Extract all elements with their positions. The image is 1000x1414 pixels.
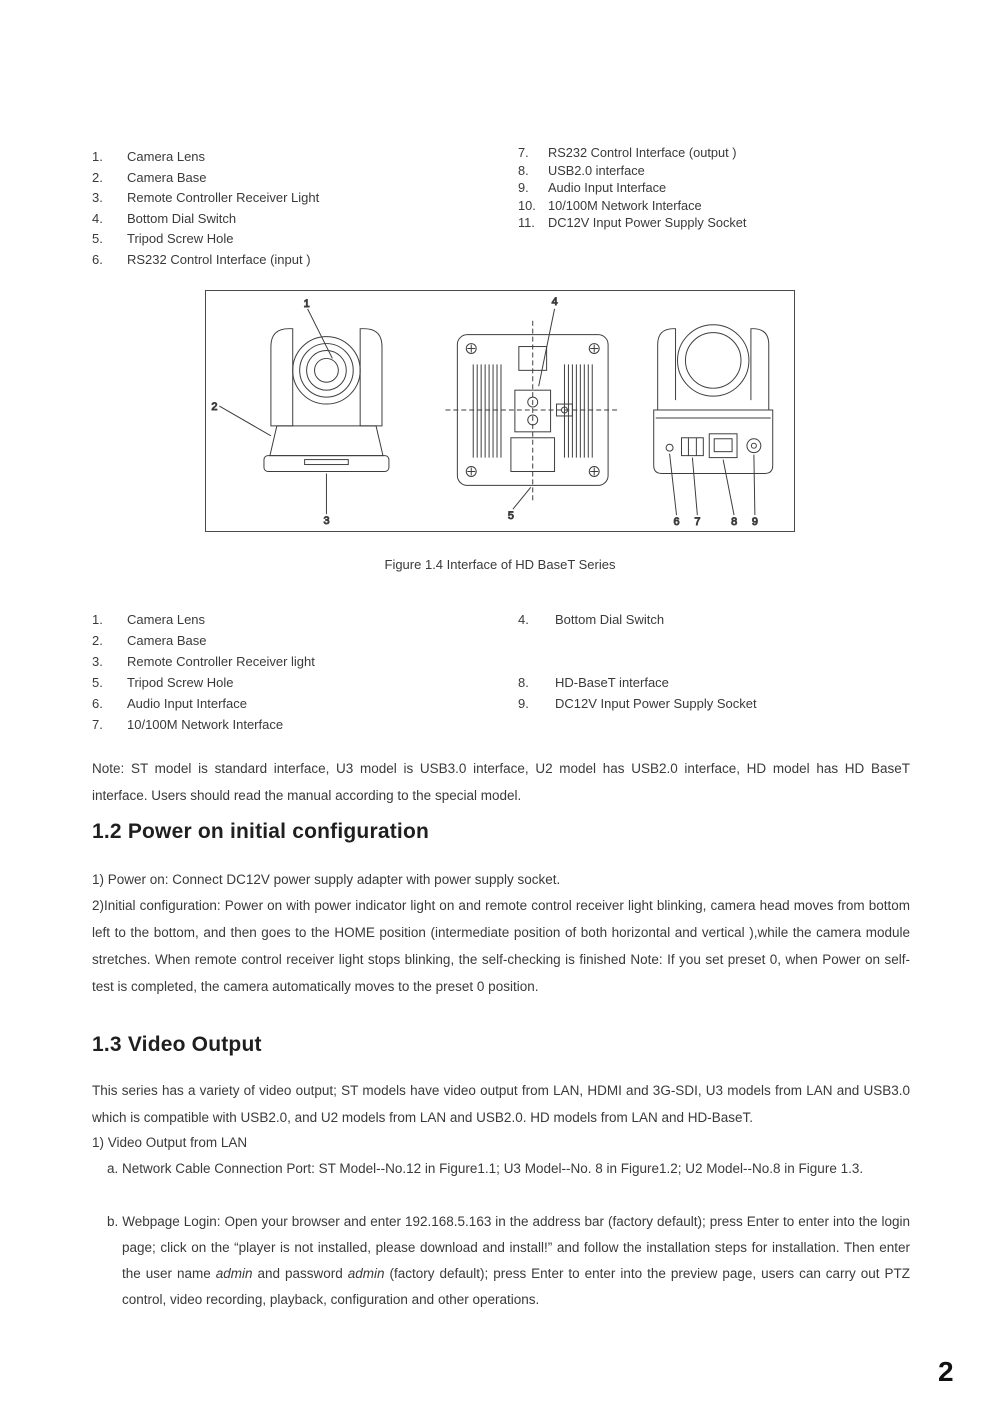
list-item [518, 214, 746, 232]
list-item-number: 9. [518, 696, 529, 711]
list-item [518, 162, 746, 180]
list-item-number: 3. [92, 654, 103, 669]
list-item-number: 1. [92, 612, 103, 627]
callout-line-5 [513, 487, 531, 509]
interface-list-hdbaset [92, 609, 757, 735]
list-item-label: DC12V Input Power Supply Socket [548, 215, 747, 230]
vent-slats-left [473, 364, 501, 457]
list-item-label: 10/100M Network Interface [548, 197, 702, 213]
list-item-number: 8. [518, 162, 529, 178]
list-item-label: Bottom Dial Switch [127, 210, 237, 226]
list-item-label [555, 651, 757, 672]
list-row [92, 693, 757, 714]
callout-line-2 [219, 406, 271, 436]
callout-line-6 [670, 454, 677, 515]
list-item-label: Bottom Dial Switch [555, 612, 665, 627]
list-item-label: HD-BaseT interface [555, 675, 669, 690]
list-item-number: 11. [518, 215, 535, 230]
list-item-number [518, 714, 555, 735]
list-item-number: 5. [92, 675, 103, 690]
list-item-number: 7. [518, 145, 529, 160]
callout-line-4 [539, 309, 555, 386]
list-item-label: RS232 Control Interface (output ) [548, 145, 737, 160]
list-row [92, 672, 757, 693]
list-item-number [518, 651, 555, 672]
list-item-label: DC12V Input Power Supply Socket [555, 696, 757, 711]
callout-3: 3 [323, 515, 330, 528]
model-note: Note: ST model is standard interface, U3 model is USB3.0 interface, U2 model has USB2.0 interface, HD model has HD BaseT interface. Users should read the manual according to the special model. [92, 761, 910, 803]
page-number: 2 [938, 1356, 954, 1387]
list-item-label: Camera Base [127, 633, 207, 648]
video-output-lan-item: 1) Video Output from LAN [92, 1135, 248, 1150]
list-item-label: Camera Lens [127, 149, 206, 164]
callout-line-7 [692, 458, 697, 516]
section-1-3-heading: 1.3 Video Output [92, 1033, 262, 1056]
video-output-intro: This series has a variety of video output; ST models have video output from LAN, HDMI and 3G-SDI, U3 models from LAN and USB3.0 which is compatible with USB2.0, and U2 models from LAN and USB2.0. HD models from LAN and HD-BaseT. [92, 1083, 910, 1125]
list-item-label: Tripod Screw Hole [127, 675, 234, 690]
list-item-label: Tripod Screw Hole [127, 231, 234, 246]
list-item-label: Audio Input Interface [127, 696, 247, 711]
list-item-number: 9. [518, 180, 529, 195]
list-item-label [555, 630, 757, 651]
list-item-number [518, 630, 555, 651]
callout-2: 2 [211, 401, 218, 414]
list-item-number: 3. [92, 190, 103, 205]
list-item-label: Audio Input Interface [548, 180, 667, 195]
camera-front-view [211, 298, 389, 527]
initial-configuration-paragraph: 2)Initial configuration: Power on with power indicator light on and remote control receiver light blinking, camera head moves from bottom left to the bottom, and then goes to the HOME position (intermediate position of both horizontal and vertical ),while the camera module stretches. When remote control receiver light stops blinking, the self-checking is finished Note: If you set preset 0, when Power on self-test is completed, the camera automatically moves to the preset 0 position. [92, 898, 910, 994]
callout-8: 8 [731, 516, 738, 529]
interface-list-left [92, 147, 319, 270]
list-item-number: 6. [92, 251, 103, 267]
list-item [92, 229, 319, 250]
list-item-label: Camera Base [127, 169, 207, 185]
list-item [92, 209, 319, 230]
list-row [92, 714, 757, 735]
list-item-label: Camera Lens [127, 612, 206, 627]
callout-6: 6 [673, 516, 680, 529]
list-item-label: Remote Controller Receiver Light [127, 190, 320, 205]
vent-slats-right [564, 364, 592, 457]
camera-diagrams-svg [206, 291, 794, 531]
list-item-label [555, 714, 757, 735]
list-item-number: 4. [92, 210, 103, 226]
callout-line-1 [308, 309, 333, 359]
camera-rear-panel-view [445, 296, 620, 522]
list-item-number: 4. [518, 612, 529, 627]
list-item [92, 250, 319, 271]
callout-9: 9 [751, 516, 758, 529]
list-item-number: 7. [92, 717, 103, 732]
list-item-label: 10/100M Network Interface [127, 717, 284, 732]
webpage-login-item: b. Webpage Login: Open your browser and enter 192.168.5.163 in the address bar (factory default); press Enter to enter into the login page; click on the “player is not installed, please download and install!” and follow the installation steps for installation. Then enter the user name admin and password admin (factory default); press Enter to enter into the preview page, users can carry out PTZ control, video recording, playback, configuration and other operations. [107, 1214, 911, 1307]
list-item-number: 10. [518, 197, 536, 213]
list-item-label: USB2.0 interface [548, 162, 645, 178]
callout-5: 5 [507, 510, 514, 523]
list-item-number: 6. [92, 696, 103, 711]
section-1-2-heading: 1.2 Power on initial configuration [92, 820, 429, 843]
list-item-number: 5. [92, 231, 103, 246]
list-item-label: RS232 Control Interface (input ) [127, 251, 311, 267]
callout-line-9 [754, 455, 755, 515]
figure-hd-baset-interface [205, 290, 795, 532]
list-item-number: 2. [92, 633, 103, 648]
callout-line-8 [723, 460, 734, 516]
list-item [92, 188, 319, 209]
list-item-label: Remote Controller Receiver light [127, 654, 315, 669]
list-row [92, 651, 757, 672]
list-item [518, 144, 746, 162]
list-item [518, 197, 746, 215]
list-item [92, 147, 319, 168]
callout-4: 4 [551, 295, 558, 308]
power-on-step: 1) Power on: Connect DC12V power supply adapter with power supply socket. [92, 872, 561, 887]
list-row [92, 630, 757, 651]
list-item [92, 168, 319, 189]
figure-caption: Figure 1.4 Interface of HD BaseT Series [384, 557, 616, 572]
interface-list-right [518, 144, 746, 232]
list-item-number: 1. [92, 149, 103, 164]
list-item-number: 8. [518, 675, 529, 690]
list-item-number: 2. [92, 169, 103, 185]
list-row [92, 609, 757, 630]
callout-1: 1 [303, 297, 310, 310]
network-cable-item: a. Network Cable Connection Port: ST Model--No.12 in Figure1.1; U3 Model--No. 8 in Figure1.2; U2 Model--No.8 in Figure 1.3. [107, 1161, 864, 1176]
camera-back-view [654, 325, 773, 528]
list-item [518, 179, 746, 197]
callout-7: 7 [694, 516, 701, 529]
